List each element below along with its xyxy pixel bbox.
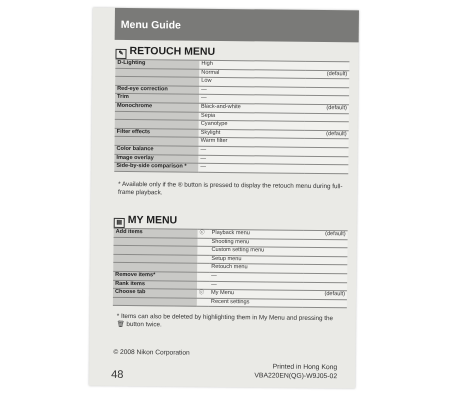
row-value: Skylight	[199, 129, 305, 139]
table-row	[113, 297, 347, 308]
row-name: Choose tab	[113, 288, 197, 297]
retouch-table	[114, 59, 349, 174]
row-name: Color balance	[114, 145, 198, 154]
row-icon	[197, 255, 209, 264]
row-value: —	[198, 155, 304, 165]
row-value: Low	[199, 77, 305, 87]
row-default	[303, 299, 347, 308]
my-menu-icon: ▤	[114, 218, 125, 228]
row-name: Trim	[115, 94, 199, 103]
row-value: High	[199, 60, 305, 70]
mymenu-table	[113, 228, 348, 309]
row-value: Normal	[199, 69, 305, 79]
row-value: My Menu	[209, 290, 303, 300]
row-icon	[197, 238, 209, 247]
row-name: Side-by-side comparison *	[114, 162, 198, 171]
row-name: Red-eye correction	[115, 85, 199, 94]
retouch-footnote: * Available only if the ® button is pressed to display the retouch menu during full-frame playback.	[118, 180, 343, 197]
row-value: Black-and-white	[199, 103, 305, 113]
printed-location: Printed in Hong Kong	[272, 363, 338, 372]
manual-page	[89, 8, 359, 389]
row-icon	[197, 298, 209, 307]
header-band	[115, 8, 359, 43]
row-name: D-Lighting	[115, 59, 199, 68]
page-number: 48	[111, 368, 124, 381]
copyright: © 2008 Nikon Corporation	[113, 348, 190, 357]
row-value: Shooting menu	[209, 238, 303, 248]
row-value: Recent settings	[209, 298, 303, 308]
print-code: VBA220EN(QG)-W9J05-02	[254, 372, 338, 381]
row-icon	[197, 272, 209, 281]
row-value: —	[198, 146, 304, 156]
row-value: Warm filter	[199, 138, 305, 148]
row-name	[113, 297, 197, 306]
mymenu-footnote: * Items can also be deleted by highlighting them in My Menu and pressing the 🗑 button twice.	[116, 312, 334, 329]
row-value: Cyanotype	[199, 120, 305, 130]
page-title: Menu Guide	[120, 18, 181, 32]
row-value: Setup menu	[209, 255, 303, 265]
row-default: (default)	[305, 130, 349, 139]
row-icon	[197, 264, 209, 273]
row-default: (default)	[304, 230, 348, 239]
row-name: Add items	[114, 228, 198, 237]
row-name: Remove items*	[113, 271, 197, 280]
print-info	[254, 362, 337, 381]
row-value: Custom setting menu	[209, 247, 303, 257]
row-value: Retouch menu	[209, 264, 303, 274]
row-value: —	[209, 272, 303, 282]
table-row	[114, 162, 348, 173]
retouch-menu-icon: ✎	[115, 49, 126, 59]
row-default: (default)	[305, 70, 349, 79]
row-icon	[197, 281, 209, 290]
row-default: (default)	[303, 290, 347, 299]
row-name: Rank items	[113, 280, 197, 289]
row-icon: ⓒ	[198, 229, 210, 238]
row-value: —	[209, 281, 303, 291]
row-name: Image overlay	[114, 154, 198, 163]
row-name: Filter effects	[115, 128, 199, 137]
row-value: Sepia	[199, 112, 305, 122]
row-default: (default)	[305, 104, 349, 113]
row-name: Monochrome	[115, 102, 199, 111]
row-value: —	[199, 86, 305, 96]
retouch-section-title: ✎ RETOUCH MENU	[115, 45, 215, 60]
row-value: Playback menu	[210, 229, 304, 239]
row-icon: ⓒ	[197, 289, 209, 298]
mymenu-section-title: ▤ MY MENU	[114, 214, 178, 229]
row-default	[304, 164, 348, 173]
row-value: —	[199, 95, 305, 105]
row-icon	[197, 246, 209, 255]
row-value: —	[198, 163, 304, 173]
